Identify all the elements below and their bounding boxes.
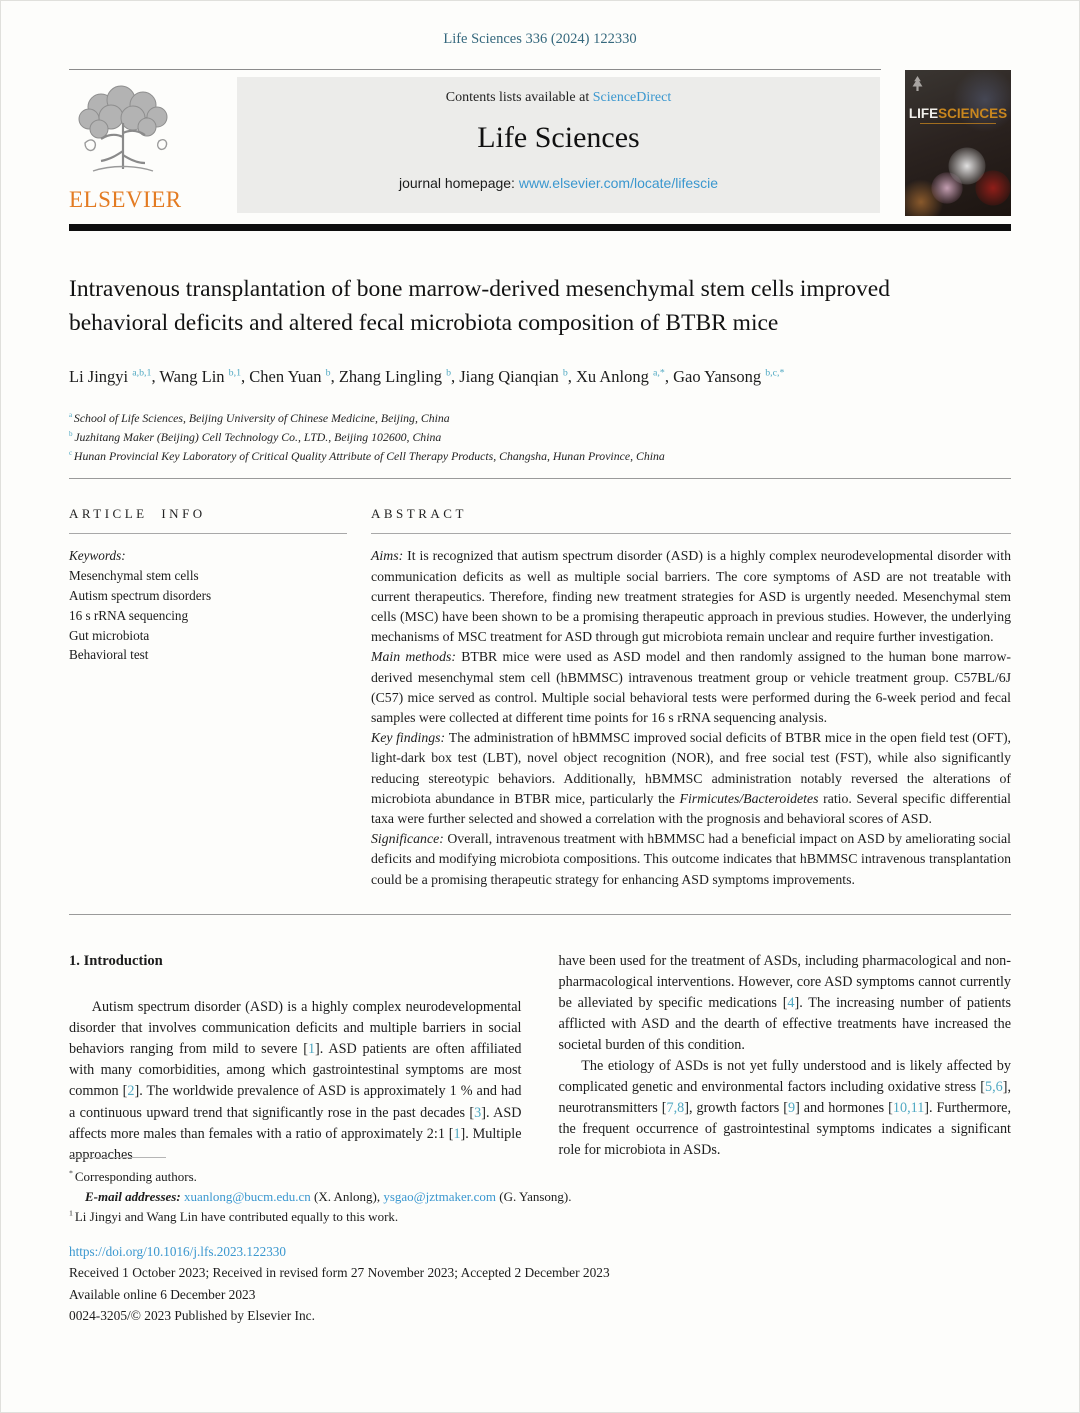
received-dates: Received 1 October 2023; Received in revised form 27 November 2023; Accepted 2 December 2023 xyxy=(69,1264,610,1280)
cover-subtitle-rule xyxy=(920,123,996,124)
issn-copyright: 0024-3205/© 2023 Published by Elsevier Inc. xyxy=(69,1308,315,1324)
keyword-item: 16 s rRNA sequencing xyxy=(69,607,189,623)
intro-left-column xyxy=(69,951,522,1166)
affiliation-c: $^c$ Hunan Provincial Key Laboratory of Critical Quality Attribute of Cell Therapy Products, Changsha, Hunan Province, China xyxy=(69,448,665,463)
abstract-heading: ABSTRACT xyxy=(371,506,467,522)
abstract-main-methods: Main methods: BTBR mice were used as ASD model and then randomly assigned to the human bone marrow-derived mesenchymal stem cell (hBMMSC) intravenous treatment group or vehicle treatment group. C57BL/6J (C57) mice served as control. Multiple social behavioral tests were performed during the 6-week period and fecal samples were collected at different time points for 16 s rRNA sequencing analysis. xyxy=(371,649,1011,725)
corresponding-authors-note: * Corresponding authors. xyxy=(69,1168,197,1184)
abstract-significance: Significance: Overall, intravenous treatment with hBMMSC had a beneficial impact on ASD by ameliorating social deficits and modifying microbiota compositions. This outcome indicates that hBMMSC intravenous transplantation could be a promising therapeutic strategy for enhancing ASD symptoms improvements. xyxy=(371,831,1011,887)
affiliation-a: $^a$ School of Life Sciences, Beijing University of Chinese Medicine, Beijing, China xyxy=(69,410,450,425)
keyword-item: Mesenchymal stem cells xyxy=(69,568,199,584)
journal-homepage-line[interactable]: journal homepage: www.elsevier.com/locate/lifescie xyxy=(398,175,719,191)
article-info-column xyxy=(69,506,347,889)
article-info-heading: ARTICLE INFO xyxy=(69,506,206,522)
author-list: Li Jingyi $^{a,b,1}$, Wang Lin $^{b,1}$, Chen Yuan $^b$, Zhang Lingling $^b$, Jiang Qianqian $^b$, Xu Anlong $^{a,*}$, Gao Yansong $^{b,c,*}$ xyxy=(69,367,785,387)
keyword-item: Autism spectrum disorders xyxy=(69,587,212,603)
contents-list-line[interactable]: Contents lists available at ScienceDirect xyxy=(445,90,672,105)
abstract-aims: Aims: It is recognized that autism spectrum disorder (ASD) is a highly complex neurodevelopmental disorder with communication deficits as well as multiple social barriers. The core symptoms of ASD are not treatable with current therapeutics. Therefore, finding new treatment strategies for ASD is urgently needed. Mesenchymal stem cells (MSC) have been shown to be a promising therapeutic approach in previous studies. However, the underlying mechanisms of MSC treatment for ASD through gut microbiota remain unclear and require further investigation. xyxy=(371,548,1012,645)
affiliations xyxy=(69,409,1011,466)
keyword-item: Behavioral test xyxy=(69,647,149,663)
available-online: Available online 6 December 2023 xyxy=(69,1286,256,1302)
elsevier-tree-icon xyxy=(71,85,175,185)
keywords-label: Keywords: xyxy=(69,548,126,564)
intro-right-column xyxy=(559,951,1012,1166)
abstract-rule xyxy=(371,533,1011,534)
article-info-rule xyxy=(69,533,347,534)
footnote-rule xyxy=(69,1157,166,1158)
keywords-block xyxy=(69,546,347,665)
abstract-column xyxy=(371,506,1011,889)
page-footer xyxy=(69,1157,1011,1327)
journal-banner xyxy=(69,77,1011,213)
keyword-item: Gut microbiota xyxy=(69,627,150,643)
journal-title: Life Sciences xyxy=(477,121,640,154)
abstract-text xyxy=(371,546,1011,889)
journal-reference: Life Sciences 336 (2024) 122330 xyxy=(443,31,637,47)
email-addresses-note[interactable]: E-mail addresses: xuanlong@bucm.edu.cn (X. Anlong), ysgao@jztmaker.com (G. Yansong). xyxy=(85,1189,572,1205)
elsevier-logo[interactable] xyxy=(69,77,219,213)
intro-paragraph: have been used for the treatment of ASDs, including pharmacological and non-pharmacological interventions. However, core ASD symptoms cannot currently be alleviated by specific medications [4]. The increasing number of patients afflicted with ASD and the dearth of effective treatments have increased the societal burden of this condition. xyxy=(558,952,1011,1053)
header-divider-bar xyxy=(69,224,1011,231)
abstract-bottom-rule xyxy=(69,914,1011,915)
doi-link[interactable]: https://doi.org/10.1016/j.lfs.2023.122330 xyxy=(69,1244,286,1260)
elsevier-wordmark: ELSEVIER xyxy=(69,187,182,212)
intro-paragraph: The etiology of ASDs is not yet fully understood and is likely affected by complicated genetic and environmental factors including oxidative stress [5,6], neurotransmitters [7,8], growth factors [9] and hormones [10,11]. Furthermore, the frequent occurrence of gastrointestinal symptoms indicates a significant role for microbiota in ASDs. xyxy=(558,1057,1012,1158)
journal-header-box xyxy=(237,77,880,213)
article-title: Intravenous transplantation of bone marrow-derived mesenchymal stem cells improved behavioral deficits and altered fecal microbiota composition of BTBR mice xyxy=(69,276,890,336)
introduction-heading: 1. Introduction xyxy=(69,952,163,969)
title-section-rule xyxy=(69,478,1011,479)
cover-logo-icon xyxy=(912,76,923,91)
cover-title: LIFESCIENCES xyxy=(908,106,1008,121)
abstract-key-findings: Key findings: The administration of hBMMSC improved social deficits of BTBR mice in the open field test (OFT), light-dark box test (LBT), novel object recognition (NOR), and free social test (FST), while also significantly reducing stereotypic behaviors. Additionally, hBMMSC administration notably reversed the alterations of microbiota abundance in BTBR mice, particularly the Firmicutes/Bacteroidetes ratio. Several specific differential taxa were further selected and showed a correlation with the prognosis and behavioral scores of ASD. xyxy=(371,730,1011,827)
intro-paragraph: Autism spectrum disorder (ASD) is a highly complex neurodevelopmental disorder that involves communication deficits and multiple barriers in social behaviors ranging from mild to severe [1]. ASD patients are often affiliated with many comorbidities, among which gastrointestinal symptoms are most common [2]. The worldwide prevalence of ASD is approximately 1 % and had a continuous upward trend that significantly rose in the past decades [3]. ASD affects more males than females with a ratio of approximately 2:1 [1]. Multiple approaches xyxy=(69,999,522,1163)
header-top-rule xyxy=(69,69,881,70)
journal-cover-thumbnail[interactable] xyxy=(905,70,1011,216)
affiliation-b: $^b$ Juzhitang Maker (Beijing) Cell Technology Co., LTD., Beijing 102600, China xyxy=(69,429,442,444)
equal-contribution-note: $^1$ Li Jingyi and Wang Lin have contributed equally to this work. xyxy=(69,1208,399,1225)
introduction-section xyxy=(69,951,1011,1166)
